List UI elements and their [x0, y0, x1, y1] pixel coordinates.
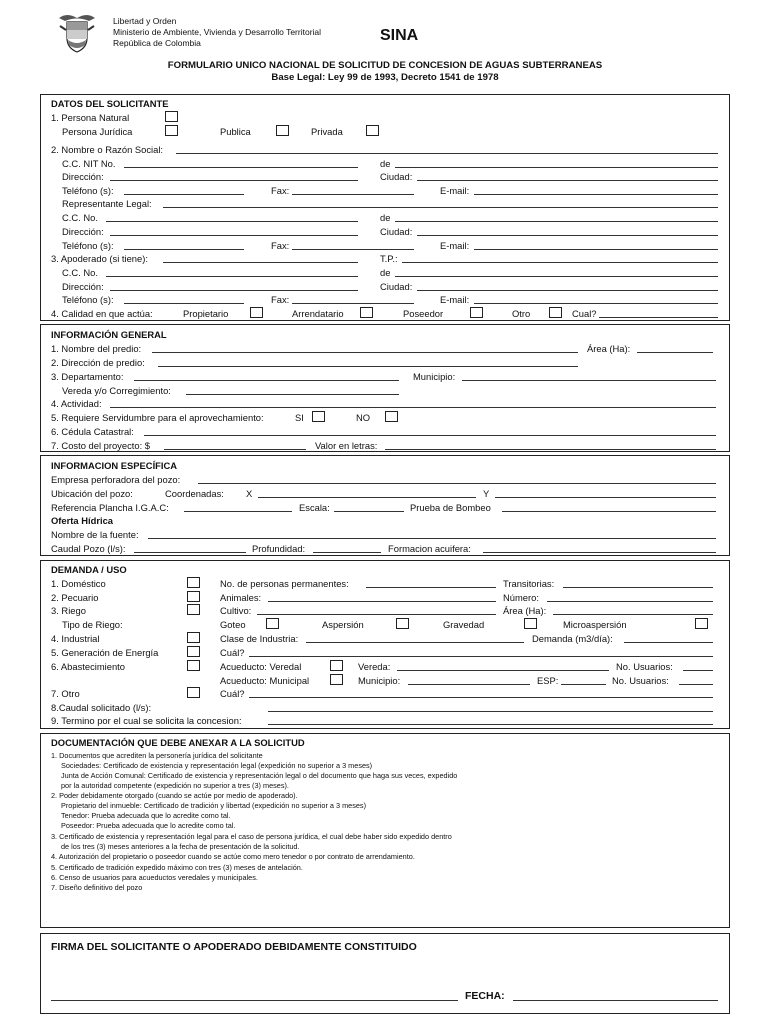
- section-heading-documentacion: DOCUMENTACIÓN QUE DEBE ANEXAR A LA SOLICITUD: [51, 737, 305, 748]
- section-heading-especifica: INFORMACION ESPECÍFICA: [51, 460, 178, 471]
- field-representante-email[interactable]: [474, 240, 718, 250]
- field-apoderado-fax[interactable]: [292, 294, 414, 304]
- field-de[interactable]: [395, 158, 718, 168]
- checkbox-persona-juridica[interactable]: [165, 125, 178, 136]
- label-otro-cual: Cuál?: [220, 688, 245, 699]
- label-aspersion: Aspersión: [322, 619, 364, 630]
- label-apoderado-cc: C.C. No.: [62, 267, 98, 278]
- checkbox-publica[interactable]: [276, 125, 289, 136]
- checkbox-pecuario[interactable]: [187, 591, 200, 602]
- field-transitorias[interactable]: [563, 578, 713, 588]
- section-heading-firma: FIRMA DEL SOLICITANTE O APODERADO DEBIDAMENTE CONSTITUIDO: [51, 941, 417, 953]
- label-industrial: 4. Industrial: [51, 633, 100, 644]
- field-municipio[interactable]: [462, 371, 716, 381]
- field-costo-proyecto[interactable]: [164, 440, 306, 450]
- checkbox-arrendatario[interactable]: [360, 307, 373, 318]
- field-apoderado[interactable]: [163, 253, 358, 263]
- field-vereda[interactable]: [186, 385, 399, 395]
- label-representante-email: E-mail:: [440, 240, 470, 251]
- label-caudal-pozo: Caudal Pozo (l/s):: [51, 543, 126, 554]
- field-demanda-m3[interactable]: [624, 633, 713, 643]
- checkbox-acueducto-veredal[interactable]: [330, 660, 343, 671]
- label-cedula-catastral: 6. Cédula Catastral:: [51, 426, 134, 437]
- checkbox-privada[interactable]: [366, 125, 379, 136]
- field-energia-cual[interactable]: [249, 647, 713, 657]
- label-fecha: FECHA:: [465, 990, 505, 1002]
- field-escala[interactable]: [334, 502, 404, 512]
- field-apoderado-email[interactable]: [474, 294, 718, 304]
- field-profundidad[interactable]: [313, 543, 381, 553]
- label-empresa-perforadora: Empresa perforadora del pozo:: [51, 474, 181, 485]
- label-nombre-fuente: Nombre de la fuente:: [51, 529, 139, 540]
- label-escala: Escala:: [299, 502, 330, 513]
- field-ciudad[interactable]: [417, 171, 718, 181]
- field-municipio-abastecimiento[interactable]: [408, 675, 530, 685]
- label-municipio: Municipio:: [413, 371, 456, 382]
- doc-item-3: 3. Certificado de existencia y representación legal para el caso de persona jurídica, el cual debe haber sido expedido dentro: [51, 832, 452, 841]
- checkbox-acueducto-municipal[interactable]: [330, 674, 343, 685]
- checkbox-propietario[interactable]: [250, 307, 263, 318]
- label-servidumbre-no: NO: [356, 412, 371, 423]
- label-direccion-predio: 2. Dirección de predio:: [51, 357, 145, 368]
- label-prueba-bombeo: Prueba de Bombeo: [410, 502, 491, 513]
- doc-item-5: 5. Certificado de tradición expedido máximo con tres (3) meses de antelación.: [51, 863, 303, 872]
- label-coord-y: Y: [483, 488, 490, 499]
- field-esp[interactable]: [561, 675, 606, 685]
- label-persona-juridica: Persona Jurídica: [62, 126, 133, 137]
- label-generacion-energia: 5. Generación de Energía: [51, 647, 159, 658]
- label-publica: Publica: [220, 126, 251, 137]
- checkbox-aspersion[interactable]: [396, 618, 409, 629]
- label-gravedad: Gravedad: [443, 619, 485, 630]
- label-otro: Otro: [512, 308, 531, 319]
- field-apoderado-cc[interactable]: [106, 267, 358, 277]
- field-representante-de[interactable]: [395, 212, 718, 222]
- label-arrendatario: Arrendatario: [292, 308, 344, 319]
- checkbox-poseedor[interactable]: [470, 307, 483, 318]
- doc-item-2: 2. Poder debidamente otorgado (cuando se actúe por medio de apoderado).: [51, 791, 298, 800]
- doc-item-2c: Poseedor: Prueba adecuada que lo acredite como tal.: [61, 821, 236, 830]
- label-direccion: Dirección:: [62, 171, 104, 182]
- doc-item-6: 6. Censo de usuarios para acueductos veredales y municipales.: [51, 873, 258, 882]
- field-representante-fax[interactable]: [292, 240, 414, 250]
- label-oferta-hidrica: Oferta Hídrica: [51, 515, 113, 526]
- label-vereda-abastecimiento: Vereda:: [358, 661, 391, 672]
- field-actividad[interactable]: [110, 398, 716, 408]
- doc-item-1b: Junta de Acción Comunal: Certificado de existencia y representación legal o del documento que haga sus veces, expedido: [61, 771, 458, 780]
- label-coordenadas: Coordenadas:: [165, 488, 224, 499]
- label-apoderado: 3. Apoderado (si tiene):: [51, 253, 148, 264]
- label-calidad: 4. Calidad en que actúa:: [51, 308, 153, 319]
- field-representante-telefono[interactable]: [124, 240, 244, 250]
- label-ubicacion-pozo: Ubicación del pozo:: [51, 488, 133, 499]
- label-municipio-abastecimiento: Municipio:: [358, 675, 401, 686]
- label-personas-permanentes: No. de personas permanentes:: [220, 578, 349, 589]
- checkbox-riego[interactable]: [187, 604, 200, 615]
- field-empresa-perforadora[interactable]: [198, 474, 716, 484]
- field-tp[interactable]: [402, 253, 718, 263]
- brand-sina: SINA: [380, 27, 419, 44]
- label-representante-telefono: Teléfono (s):: [62, 240, 114, 251]
- field-apoderado-ciudad[interactable]: [417, 281, 718, 291]
- label-area-riego: Área (Ha):: [503, 605, 547, 616]
- label-pecuario: 2. Pecuario: [51, 592, 99, 603]
- label-servidumbre-si: SI: [295, 412, 304, 423]
- checkbox-otro[interactable]: [549, 307, 562, 318]
- field-fecha[interactable]: [513, 991, 718, 1001]
- field-clase-industria[interactable]: [306, 633, 524, 643]
- field-firma[interactable]: [51, 991, 458, 1001]
- checkbox-microaspersion[interactable]: [695, 618, 708, 629]
- doc-item-1a: Sociedades: Certificado de existencia y representación legal (expedición no superior a 3 meses): [61, 761, 373, 770]
- label-energia-cual: Cuál?: [220, 647, 245, 658]
- field-nombre-predio[interactable]: [152, 343, 578, 353]
- checkbox-generacion-energia[interactable]: [187, 646, 200, 657]
- label-actividad: 4. Actividad:: [51, 398, 102, 409]
- label-goteo: Goteo: [220, 619, 246, 630]
- field-cedula-catastral[interactable]: [144, 426, 716, 436]
- label-riego: 3. Riego: [51, 605, 86, 616]
- field-telefono[interactable]: [124, 185, 244, 195]
- label-cual: Cual?: [572, 308, 597, 319]
- checkbox-domestico[interactable]: [187, 577, 200, 588]
- field-apoderado-direccion[interactable]: [110, 281, 358, 291]
- checkbox-abastecimiento[interactable]: [187, 660, 200, 671]
- field-nombre-fuente[interactable]: [148, 529, 716, 539]
- field-animales[interactable]: [268, 592, 496, 602]
- header-line-2: Ministerio de Ambiente, Vivienda y Desarrollo Territorial: [113, 27, 322, 37]
- label-email: E-mail:: [440, 185, 470, 196]
- label-apoderado-fax: Fax:: [271, 294, 290, 305]
- checkbox-gravedad[interactable]: [524, 618, 537, 629]
- label-telefono: Teléfono (s):: [62, 185, 114, 196]
- field-numero[interactable]: [547, 592, 713, 602]
- doc-item-3a: de los tres (3) meses anteriores a la fecha de presentación de la solicitud.: [61, 842, 300, 851]
- checkbox-goteo[interactable]: [266, 618, 279, 629]
- field-fax[interactable]: [292, 185, 414, 195]
- header-line-3: República de Colombia: [113, 38, 201, 48]
- label-servidumbre: 5. Requiere Servidumbre para el aprovechamiento:: [51, 412, 264, 423]
- field-otro-cual[interactable]: [249, 688, 713, 698]
- label-ciudad: Ciudad:: [380, 171, 413, 182]
- field-apoderado-telefono[interactable]: [124, 294, 244, 304]
- label-usuarios-veredal: No. Usuarios:: [616, 661, 673, 672]
- label-representante-legal: Representante Legal:: [62, 198, 152, 209]
- label-acueducto-municipal: Acueducto: Municipal: [220, 675, 310, 686]
- field-representante-legal[interactable]: [163, 198, 718, 208]
- field-caudal-pozo[interactable]: [134, 543, 246, 553]
- label-animales: Animales:: [220, 592, 262, 603]
- label-cc-nit: C.C. NIT No.: [62, 158, 116, 169]
- field-representante-ciudad[interactable]: [417, 226, 718, 236]
- field-representante-direccion[interactable]: [110, 226, 358, 236]
- checkbox-otro-uso[interactable]: [187, 687, 200, 698]
- label-departamento: 3. Departamento:: [51, 371, 124, 382]
- label-representante-direccion: Dirección:: [62, 226, 104, 237]
- label-nombre-razon-social: 2. Nombre o Razón Social:: [51, 144, 164, 155]
- label-termino: 9. Termino por el cual se solicita la concesion:: [51, 715, 242, 726]
- field-apoderado-de[interactable]: [395, 267, 718, 277]
- field-personas-permanentes[interactable]: [366, 578, 496, 588]
- label-poseedor: Poseedor: [403, 308, 444, 319]
- label-representante-de: de: [380, 212, 391, 223]
- label-apoderado-de: de: [380, 267, 391, 278]
- field-coord-x[interactable]: [258, 488, 476, 498]
- section-heading-demanda: DEMANDA / USO: [51, 564, 127, 575]
- label-nombre-predio: 1. Nombre del predio:: [51, 343, 142, 354]
- label-acueducto-veredal: Acueducto: Veredal: [220, 661, 302, 672]
- header-line-1: Libertad y Orden: [113, 16, 177, 26]
- label-persona-natural: 1. Persona Natural: [51, 112, 130, 123]
- checkbox-servidumbre-no[interactable]: [385, 411, 398, 422]
- label-usuarios-municipal: No. Usuarios:: [612, 675, 669, 686]
- label-apoderado-telefono: Teléfono (s):: [62, 294, 114, 305]
- field-referencia-plancha[interactable]: [184, 502, 292, 512]
- label-numero: Número:: [503, 592, 539, 603]
- doc-item-1: 1. Documentos que acrediten la personería jurídica del solicitante: [51, 751, 263, 760]
- label-domestico: 1. Doméstico: [51, 578, 106, 589]
- field-departamento[interactable]: [134, 371, 399, 381]
- field-area-predio[interactable]: [637, 343, 713, 353]
- label-clase-industria: Clase de Industria:: [220, 633, 299, 644]
- field-nombre-razon-social[interactable]: [176, 144, 718, 154]
- field-usuarios-municipal[interactable]: [679, 675, 713, 685]
- label-caudal-solicitado: 8.Caudal solicitado (l/s):: [51, 702, 152, 713]
- section-heading-general: INFORMACIÓN GENERAL: [51, 329, 167, 340]
- label-tp: T.P.:: [380, 253, 398, 264]
- label-profundidad: Profundidad:: [252, 543, 306, 554]
- field-formacion-acuifera[interactable]: [483, 543, 716, 553]
- label-coord-x: X: [246, 488, 253, 499]
- label-representante-cc: C.C. No.: [62, 212, 98, 223]
- field-representante-cc[interactable]: [106, 212, 358, 222]
- label-microaspersion: Microaspersión: [563, 619, 627, 630]
- label-representante-fax: Fax:: [271, 240, 290, 251]
- doc-item-1c: por la autoridad competente (expedición no superior a tres (3) meses).: [61, 781, 289, 790]
- field-area-riego[interactable]: [553, 605, 713, 615]
- label-otro-uso: 7. Otro: [51, 688, 80, 699]
- label-abastecimiento: 6. Abastecimiento: [51, 661, 126, 672]
- label-referencia-plancha: Referencia Plancha I.G.A.C:: [51, 502, 169, 513]
- field-vereda-abastecimiento[interactable]: [397, 661, 609, 671]
- field-cultivo[interactable]: [257, 605, 496, 615]
- form-title: FORMULARIO UNICO NACIONAL DE SOLICITUD DE CONCESION DE AGUAS SUBTERRANEAS: [167, 60, 603, 71]
- checkbox-servidumbre-si[interactable]: [312, 411, 325, 422]
- label-demanda-m3: Demanda (m3/día):: [532, 633, 613, 644]
- label-privada: Privada: [311, 126, 343, 137]
- label-apoderado-direccion: Dirección:: [62, 281, 104, 292]
- field-valor-letras[interactable]: [385, 440, 716, 450]
- colombia-coat-of-arms-icon: [55, 12, 99, 54]
- label-de: de: [380, 158, 391, 169]
- field-direccion-predio[interactable]: [158, 357, 578, 367]
- field-direccion[interactable]: [110, 171, 358, 181]
- label-vereda: Vereda y/o Corregimiento:: [62, 385, 171, 396]
- label-apoderado-ciudad: Ciudad:: [380, 281, 413, 292]
- label-costo-proyecto: 7. Costo del proyecto: $: [51, 440, 151, 451]
- checkbox-persona-natural[interactable]: [165, 111, 178, 122]
- field-termino[interactable]: [268, 715, 713, 725]
- label-formacion-acuifera: Formacion acuifera:: [388, 543, 471, 554]
- checkbox-industrial[interactable]: [187, 632, 200, 643]
- label-propietario: Propietario: [183, 308, 229, 319]
- field-prueba-bombeo[interactable]: [502, 502, 716, 512]
- label-area-predio: Área (Ha):: [587, 343, 631, 354]
- doc-item-2b: Tenedor: Prueba adecuada que lo acredite como tal.: [61, 811, 231, 820]
- label-representante-ciudad: Ciudad:: [380, 226, 413, 237]
- field-cc-nit[interactable]: [124, 158, 358, 168]
- form-subtitle: Base Legal: Ley 99 de 1993, Decreto 1541 de 1978: [271, 72, 499, 83]
- doc-item-2a: Propietario del inmueble: Certificado de tradición y libertad (expedición no superior a 3 meses): [61, 801, 367, 810]
- label-fax: Fax:: [271, 185, 290, 196]
- section-heading-solicitante: DATOS DEL SOLICITANTE: [51, 98, 169, 109]
- label-valor-letras: Valor en letras:: [315, 440, 378, 451]
- label-tipo-riego: Tipo de Riego:: [62, 619, 123, 630]
- label-cultivo: Cultivo:: [220, 605, 252, 616]
- field-caudal-solicitado[interactable]: [268, 702, 713, 712]
- label-transitorias: Transitorias:: [503, 578, 555, 589]
- doc-item-7: 7. Diseño definitivo del pozo: [51, 883, 143, 892]
- field-email[interactable]: [474, 185, 718, 195]
- doc-item-4: 4. Autorización del propietario o poseedor cuando se actúe como mero tenedor o por contrato de arrendamiento.: [51, 852, 415, 861]
- field-coord-y[interactable]: [495, 488, 716, 498]
- field-usuarios-veredal[interactable]: [683, 661, 713, 671]
- label-apoderado-email: E-mail:: [440, 294, 470, 305]
- field-cual[interactable]: [599, 308, 718, 318]
- label-esp: ESP:: [537, 675, 559, 686]
